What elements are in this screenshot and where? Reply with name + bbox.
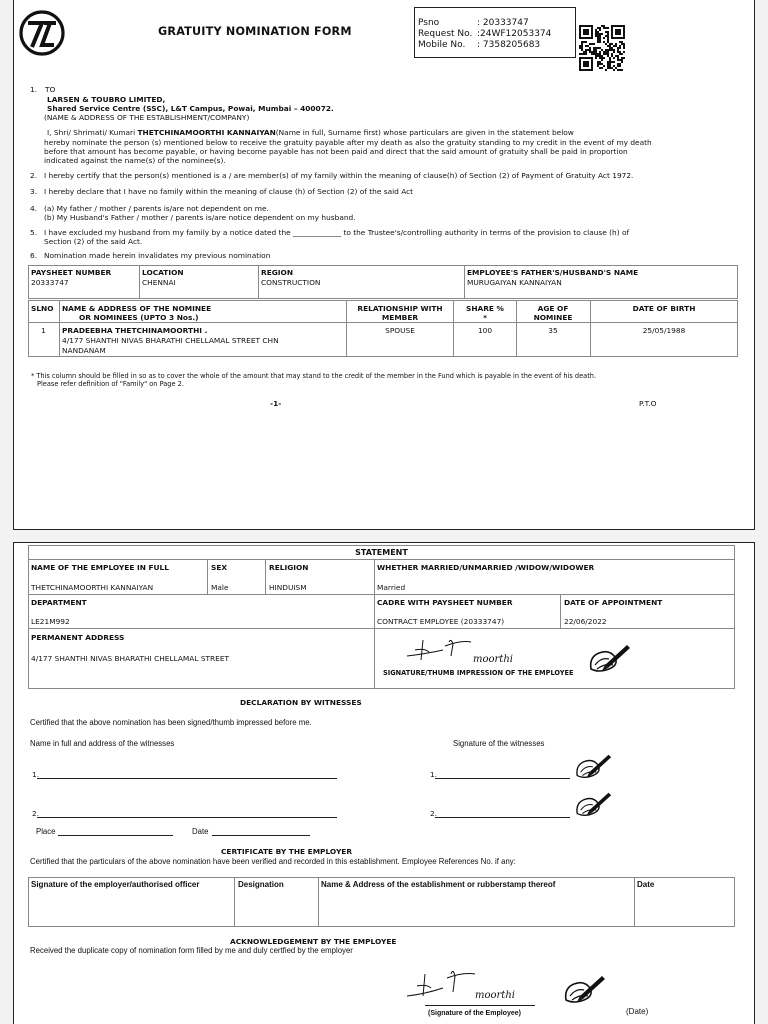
mobile-value: : 7358205683 (477, 40, 541, 50)
item-4a-text: (a) My father / mother / parents is/are not dependent on me. (44, 204, 269, 213)
witnesses-title: DECLARATION BY WITNESSES (240, 698, 362, 707)
qr-code (579, 25, 625, 71)
acknowledgement-signature (405, 966, 545, 1002)
witness-1-sig-number: 1. (430, 770, 438, 779)
nominee-address-2: NANDANAM (62, 346, 106, 355)
permanent-address-value: 4/177 SHANTHI NIVAS BHARATHI CHELLAMAL STREET (31, 654, 230, 663)
witness-1-pen-icon (572, 752, 612, 780)
acknowledgement-signature-text: moorthi (475, 990, 515, 1001)
age-header-2: NOMINEE (533, 313, 573, 322)
acknowledgement-title: ACKNOWLEDGEMENT BY THE EMPLOYEE (230, 937, 397, 946)
employee-signature-text: moorthi (473, 654, 513, 665)
employee-signature (405, 636, 545, 666)
company-caption: (NAME & ADDRESS OF THE ESTABLISHMENT/COMPANY) (44, 113, 250, 122)
to-label: TO (45, 85, 56, 94)
acknowledgement-pen-icon (560, 973, 606, 1005)
witness-2-sig-number: 2. (430, 809, 438, 818)
marital-status-label: WHETHER MARRIED/UNMARRIED /WIDOW/WIDOWER (377, 563, 595, 572)
company-address: Shared Service Centre (SSC), L&T Campus, Powai, Mumbai – 400072. (47, 104, 334, 113)
request-label: Request No. (418, 29, 473, 39)
department-label: DEPARTMENT (31, 598, 87, 607)
permanent-address-label: PERMANENT ADDRESS (31, 633, 125, 642)
witness-2-name-line[interactable] (37, 817, 337, 818)
item-6-number: 6. (30, 251, 38, 260)
region-value: CONSTRUCTION (261, 278, 321, 287)
establishment-header: Name & Address of the establishment or rubberstamp thereof (321, 880, 556, 889)
age-header: AGE OF (537, 304, 569, 313)
employer-certificate-title: CERTIFICATE BY THE EMPLOYER (221, 847, 353, 856)
cadre-value: CONTRACT EMPLOYEE (20333747) (377, 617, 505, 626)
employer-certified: Certified that the particulars of the above nomination have been verified and recorded in this establishment. Employee References No. if any: (30, 857, 516, 866)
item-5-number: 5. (30, 228, 38, 237)
father-name-label: EMPLOYEE'S FATHER'S/HUSBAND'S NAME (467, 268, 639, 277)
dob-header: DATE OF BIRTH (632, 304, 696, 313)
date-label: Date (192, 827, 209, 836)
region-label: REGION (261, 268, 294, 277)
employee-name-label: NAME OF THE EMPLOYEE IN FULL (31, 563, 169, 572)
footnote-line-1: * This column should be filled in so as to cover the whole of the amount that may stand to the credit of the member in the Fund which is payable in the event of his death. (31, 372, 597, 380)
nominee-relationship: SPOUSE (385, 326, 415, 335)
nominee-name-header: NAME & ADDRESS OF THE NOMINEE (62, 304, 212, 313)
thumb-pen-icon (585, 643, 631, 673)
sex-value: Male (211, 583, 229, 592)
nominee-dob: 25/05/1988 (642, 326, 686, 335)
relationship-header-2: MEMBER (381, 313, 419, 322)
place-line[interactable] (58, 835, 173, 836)
declaration-line-1 (47, 128, 574, 137)
witness-1-number: 1. (32, 770, 40, 779)
declaration-line-3: before that amount has become payable, or having become payable has not been paid and direct that the said amount of gratuity shall be paid in proportion (44, 147, 628, 156)
declarant-name: THETCHINAMOORTHI KANNAIYAN (137, 128, 276, 137)
relationship-header: RELATIONSHIP WITH (357, 304, 443, 313)
footnote-line-2: Please refer definition of "Family" on Page 2. (37, 380, 184, 388)
nominee-share: 100 (477, 326, 493, 335)
page-number: -1- (270, 399, 282, 408)
nominee-name-header-2: OR NOMINEES (UPTO 3 Nos.) (79, 313, 199, 322)
cadre-label: CADRE WITH PAYSHEET NUMBER (377, 598, 513, 607)
employee-name-value: THETCHINAMOORTHI KANNAIYAN (31, 583, 154, 592)
pto-label: P.T.O (639, 399, 657, 408)
designation-header: Designation (238, 880, 284, 889)
psno-value: : 20333747 (477, 18, 529, 28)
witnesses-certified: Certified that the above nomination has been signed/thumb impressed before me. (30, 718, 312, 727)
witness-1-name-line[interactable] (37, 778, 337, 779)
employer-signature-header: Signature of the employer/authorised officer (31, 880, 200, 889)
item-4-number: 4. (30, 204, 38, 213)
slno-header: SLNO (31, 304, 54, 313)
nominee-name: PRADEEBHA THETCHINAMOORTHI . (62, 326, 208, 335)
item-5a-text: I have excluded my husband from my family by a notice dated the _____________ to the Trustee's/controlling authority in terms of the provision to clause (h) of (44, 228, 630, 237)
employee-signature-caption: SIGNATURE/THUMB IMPRESSION OF THE EMPLOYEE (383, 669, 574, 677)
declaration-prefix: I, Shri/ Shrimati/ Kumari (47, 128, 136, 137)
lt-logo (18, 9, 68, 59)
paysheet-value: 20333747 (31, 278, 69, 287)
item-1-number: 1. (30, 85, 38, 94)
nominee-address-1: 4/177 SHANTHI NIVAS BHARATHI CHELLAMAL STREET CHN (62, 336, 279, 345)
nominee-age: 35 (548, 326, 558, 335)
item-5b-text: Section (2) of the said Act. (44, 237, 143, 246)
declaration-line-4: indicated against the name(s) of the nominee(s). (44, 156, 226, 165)
acknowledgement-date: (Date) (626, 1007, 649, 1016)
item-6-text: Nomination made herein invalidates my previous nomination (44, 251, 271, 260)
paysheet-label: PAYSHEET NUMBER (31, 268, 112, 277)
acknowledgement-text: Received the duplicate copy of nomination form filled by me and duly certfied by the employer (30, 946, 353, 955)
share-header-2: * (483, 313, 487, 322)
mobile-label: Mobile No. (418, 40, 466, 50)
witness-1-signature-line[interactable] (435, 778, 570, 779)
declaration-suffix: (Name in full, Surname first) whose particulars are given in the statement below (275, 128, 574, 137)
declaration-line-2: hereby nominate the person (s) mentioned below to receive the gratuity payable after my death as also the gratuity standing to my credit in the event of my death (44, 138, 652, 147)
appointment-date-label: DATE OF APPOINTMENT (564, 598, 663, 607)
company-name: LARSEN & TOUBRO LIMITED, (47, 95, 166, 104)
form-title: GRATUITY NOMINATION FORM (158, 25, 352, 38)
statement-title: STATEMENT (355, 548, 408, 557)
department-value: LE21M992 (31, 617, 70, 626)
religion-label: RELIGION (269, 563, 309, 572)
item-2-text: I hereby certify that the person(s) mentioned is a / are member(s) of my family within the meaning of clause(h) of Section (2) of Payment of Gratuity Act 1972. (44, 171, 634, 180)
appointment-date-value: 22/06/2022 (564, 617, 607, 626)
place-label: Place (36, 827, 56, 836)
marital-status-value: Married (377, 583, 406, 592)
acknowledgement-signature-caption: (Signature of the Employee) (428, 1010, 521, 1017)
father-name-value: MURUGAIYAN KANNAIYAN (467, 278, 562, 287)
request-value: :24WF12053374 (477, 29, 552, 39)
acknowledgement-signature-line (425, 1005, 535, 1006)
item-4b-text: (b) My Husband's Father / mother / parents is/are notice dependent on my husband. (44, 213, 356, 222)
witness-name-label: Name in full and address of the witnesses (30, 739, 175, 748)
witness-signature-label: Signature of the witnesses (453, 739, 545, 748)
employer-date-header: Date (637, 880, 655, 889)
location-label: LOCATION (142, 268, 184, 277)
item-3-text: I hereby declare that I have no family within the meaning of clause (h) of Section (2) of the said Act (44, 187, 414, 196)
psno-label: Psno (418, 18, 440, 28)
location-value: CHENNAI (142, 278, 176, 287)
witness-2-number: 2. (32, 809, 40, 818)
religion-value: HINDUISM (269, 583, 307, 592)
item-3-number: 3. (30, 187, 38, 196)
sex-label: SEX (211, 563, 228, 572)
date-line[interactable] (212, 835, 310, 836)
item-2-number: 2. (30, 171, 38, 180)
witness-2-pen-icon (572, 790, 612, 818)
witness-2-signature-line[interactable] (435, 817, 570, 818)
nominee-slno: 1 (41, 326, 46, 335)
share-header: SHARE % (466, 304, 504, 313)
